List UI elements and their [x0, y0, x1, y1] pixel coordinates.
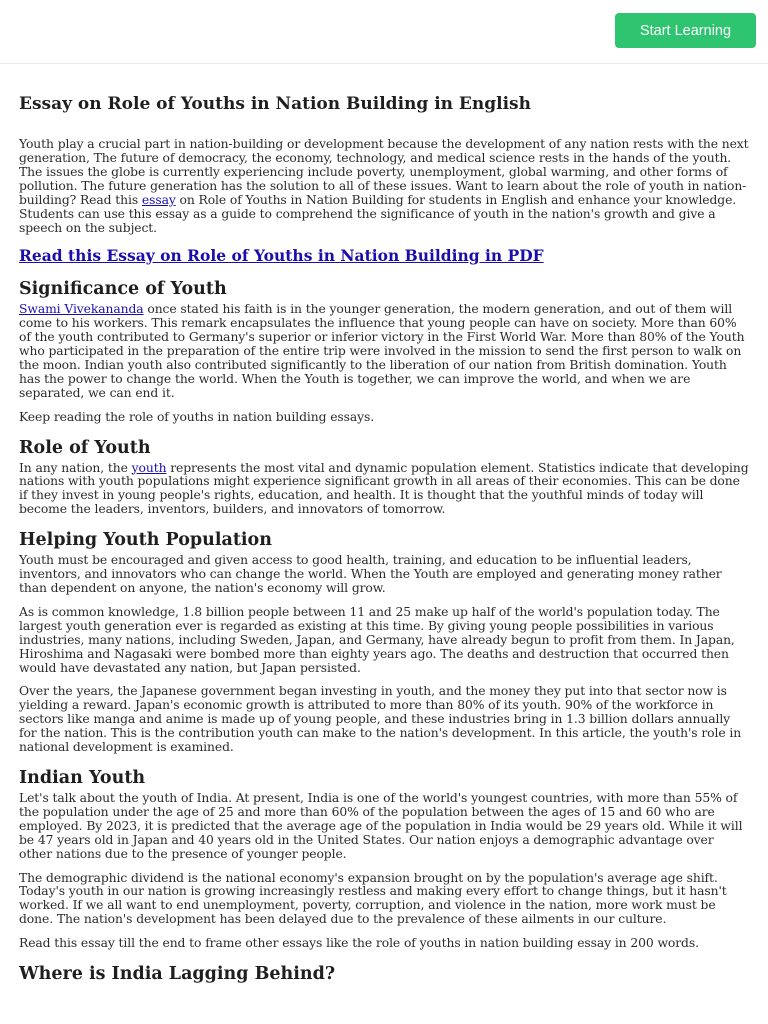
essay-link[interactable]: essay	[141, 193, 176, 208]
intro-paragraph	[19, 138, 749, 235]
start-learning-button[interactable]: Start Learning	[615, 13, 756, 48]
role-paragraph	[19, 462, 749, 518]
indian-paragraph-2: The demographic dividend is the national economy's expansion brought on by the population's average age shift. Today's youth in our nation is growing increasingly restless and making every effort to change things, but it hasn't worked. If we all want to end unemployment, poverty, corruption, and violence in the nation, more work must be done. The nation's development has been delayed due to the prevalence of these ailments in our culture.	[19, 870, 727, 927]
helping-paragraph-2: As is common knowledge, 1.8 billion people between 11 and 25 make up half of the world's population today. The largest youth generation ever is regarded as existing at this time. By giving young people possibilities in various industries, many nations, including Sweden, Japan, and Germany, have already begun to profit from them. In Japan, Hiroshima and Nagasaki were bombed more than eighty years ago. The deaths and destruction that occurred then would have devastated any nation, but Japan persisted.	[19, 604, 735, 675]
heading-indian-youth: Indian Youth	[19, 767, 146, 788]
heading-role: Role of Youth	[19, 437, 151, 458]
helping-paragraph-1: Youth must be encouraged and given access to good health, training, and education to be influential leaders, inventors, and innovators who can change the world. When the Youth are employed and generating money rather than dependent on anyone, the nation's economy will grow.	[19, 553, 722, 596]
significance-paragraph-1	[19, 303, 749, 400]
intro-text-before-link: Youth play a crucial part in nation-building or development because the development of any nation rests with the next generation, The future of democracy, the economy, technology, and medical science rests in the hands of the youth. The issues the globe is currently experiencing include poverty, unemployment, global warming, and other forms of pollution. The future generation has the solution to all of these issues. Want to learn about the role of youth in nation-building? Read this	[19, 137, 749, 208]
article	[0, 64, 768, 985]
helping-paragraph-3: Over the years, the Japanese government began investing in youth, and the money they put into that sector now is yielding a reward. Japan's economic growth is attributed to more than 80% of its youth. 90% of the workforce in sectors like manga and anime is made up of young people, and these industries bring in 1.3 billion dollars annually for the nation. This is the contribution youth can make to the nation's development. In this article, the youth's role in national development is examined.	[19, 684, 742, 755]
role-text-after-link: represents the most vital and dynamic population element. Statistics indicate that developing nations with youth populations might experience significant growth in all areas of their economies. This can be done if they invest in young people's rights, education, and health. It is thought that the youthful minds of today will become the leaders, inventors, builders, and innovators of tomorrow.	[19, 460, 749, 517]
swami-vivekananda-link[interactable]: Swami Vivekananda	[19, 302, 144, 317]
significance-text: once stated his faith is in the younger generation, the modern generation, and out of them will come to his workers. This remark encapsulates the influence that young people can have on society. More than 60% of the youth contributed to Germany's superior or inferior victory in the First World War. More than 80% of the Youth who participated in the preparation of the entire trip were involved in the mission to send the first person to walk on the moon. Indian youth also contributed significantly to the liberation of our nation from British domination. Youth has the power to change the world. When the Youth is together, we can improve the world, and when we are separated, we can end it.	[19, 302, 745, 400]
indian-paragraph-1: Let's talk about the youth of India. At present, India is one of the world's youngest countries, with more than 55% of the population under the age of 25 and more than 60% of the population between the ages of 15 and 60 who are employed. By 2023, it is predicted that the average age of the population in India would be 29 years old. While it will be 47 years old in Japan and 40 years old in the United States. Our nation enjoys a demographic advantage over other nations due to the presence of younger people.	[19, 790, 743, 861]
top-bar	[0, 0, 768, 64]
role-text-before-link: In any nation, the	[19, 460, 132, 475]
heading-helping: Helping Youth Population	[19, 530, 272, 551]
intro-text-after-link: on Role of Youths in Nation Building for students in English and enhance your knowledge. Students can use this essay as a guide to comprehend the significance of youth in the nation's growth and give a speech on the subject.	[19, 193, 737, 235]
indian-paragraph-3: Read this essay till the end to frame other essays like the role of youths in nation building essay in 200 words.	[19, 936, 699, 951]
significance-paragraph-2: Keep reading the role of youths in nation building essays.	[19, 409, 375, 424]
pdf-download-link[interactable]: Read this Essay on Role of Youths in Nation Building in PDF	[19, 245, 544, 265]
heading-lagging: Where is India Lagging Behind?	[19, 964, 336, 985]
article-title: Essay on Role of Youths in Nation Building in English	[19, 94, 531, 114]
heading-significance: Significance of Youth	[19, 279, 227, 300]
youth-link[interactable]: youth	[131, 460, 167, 475]
